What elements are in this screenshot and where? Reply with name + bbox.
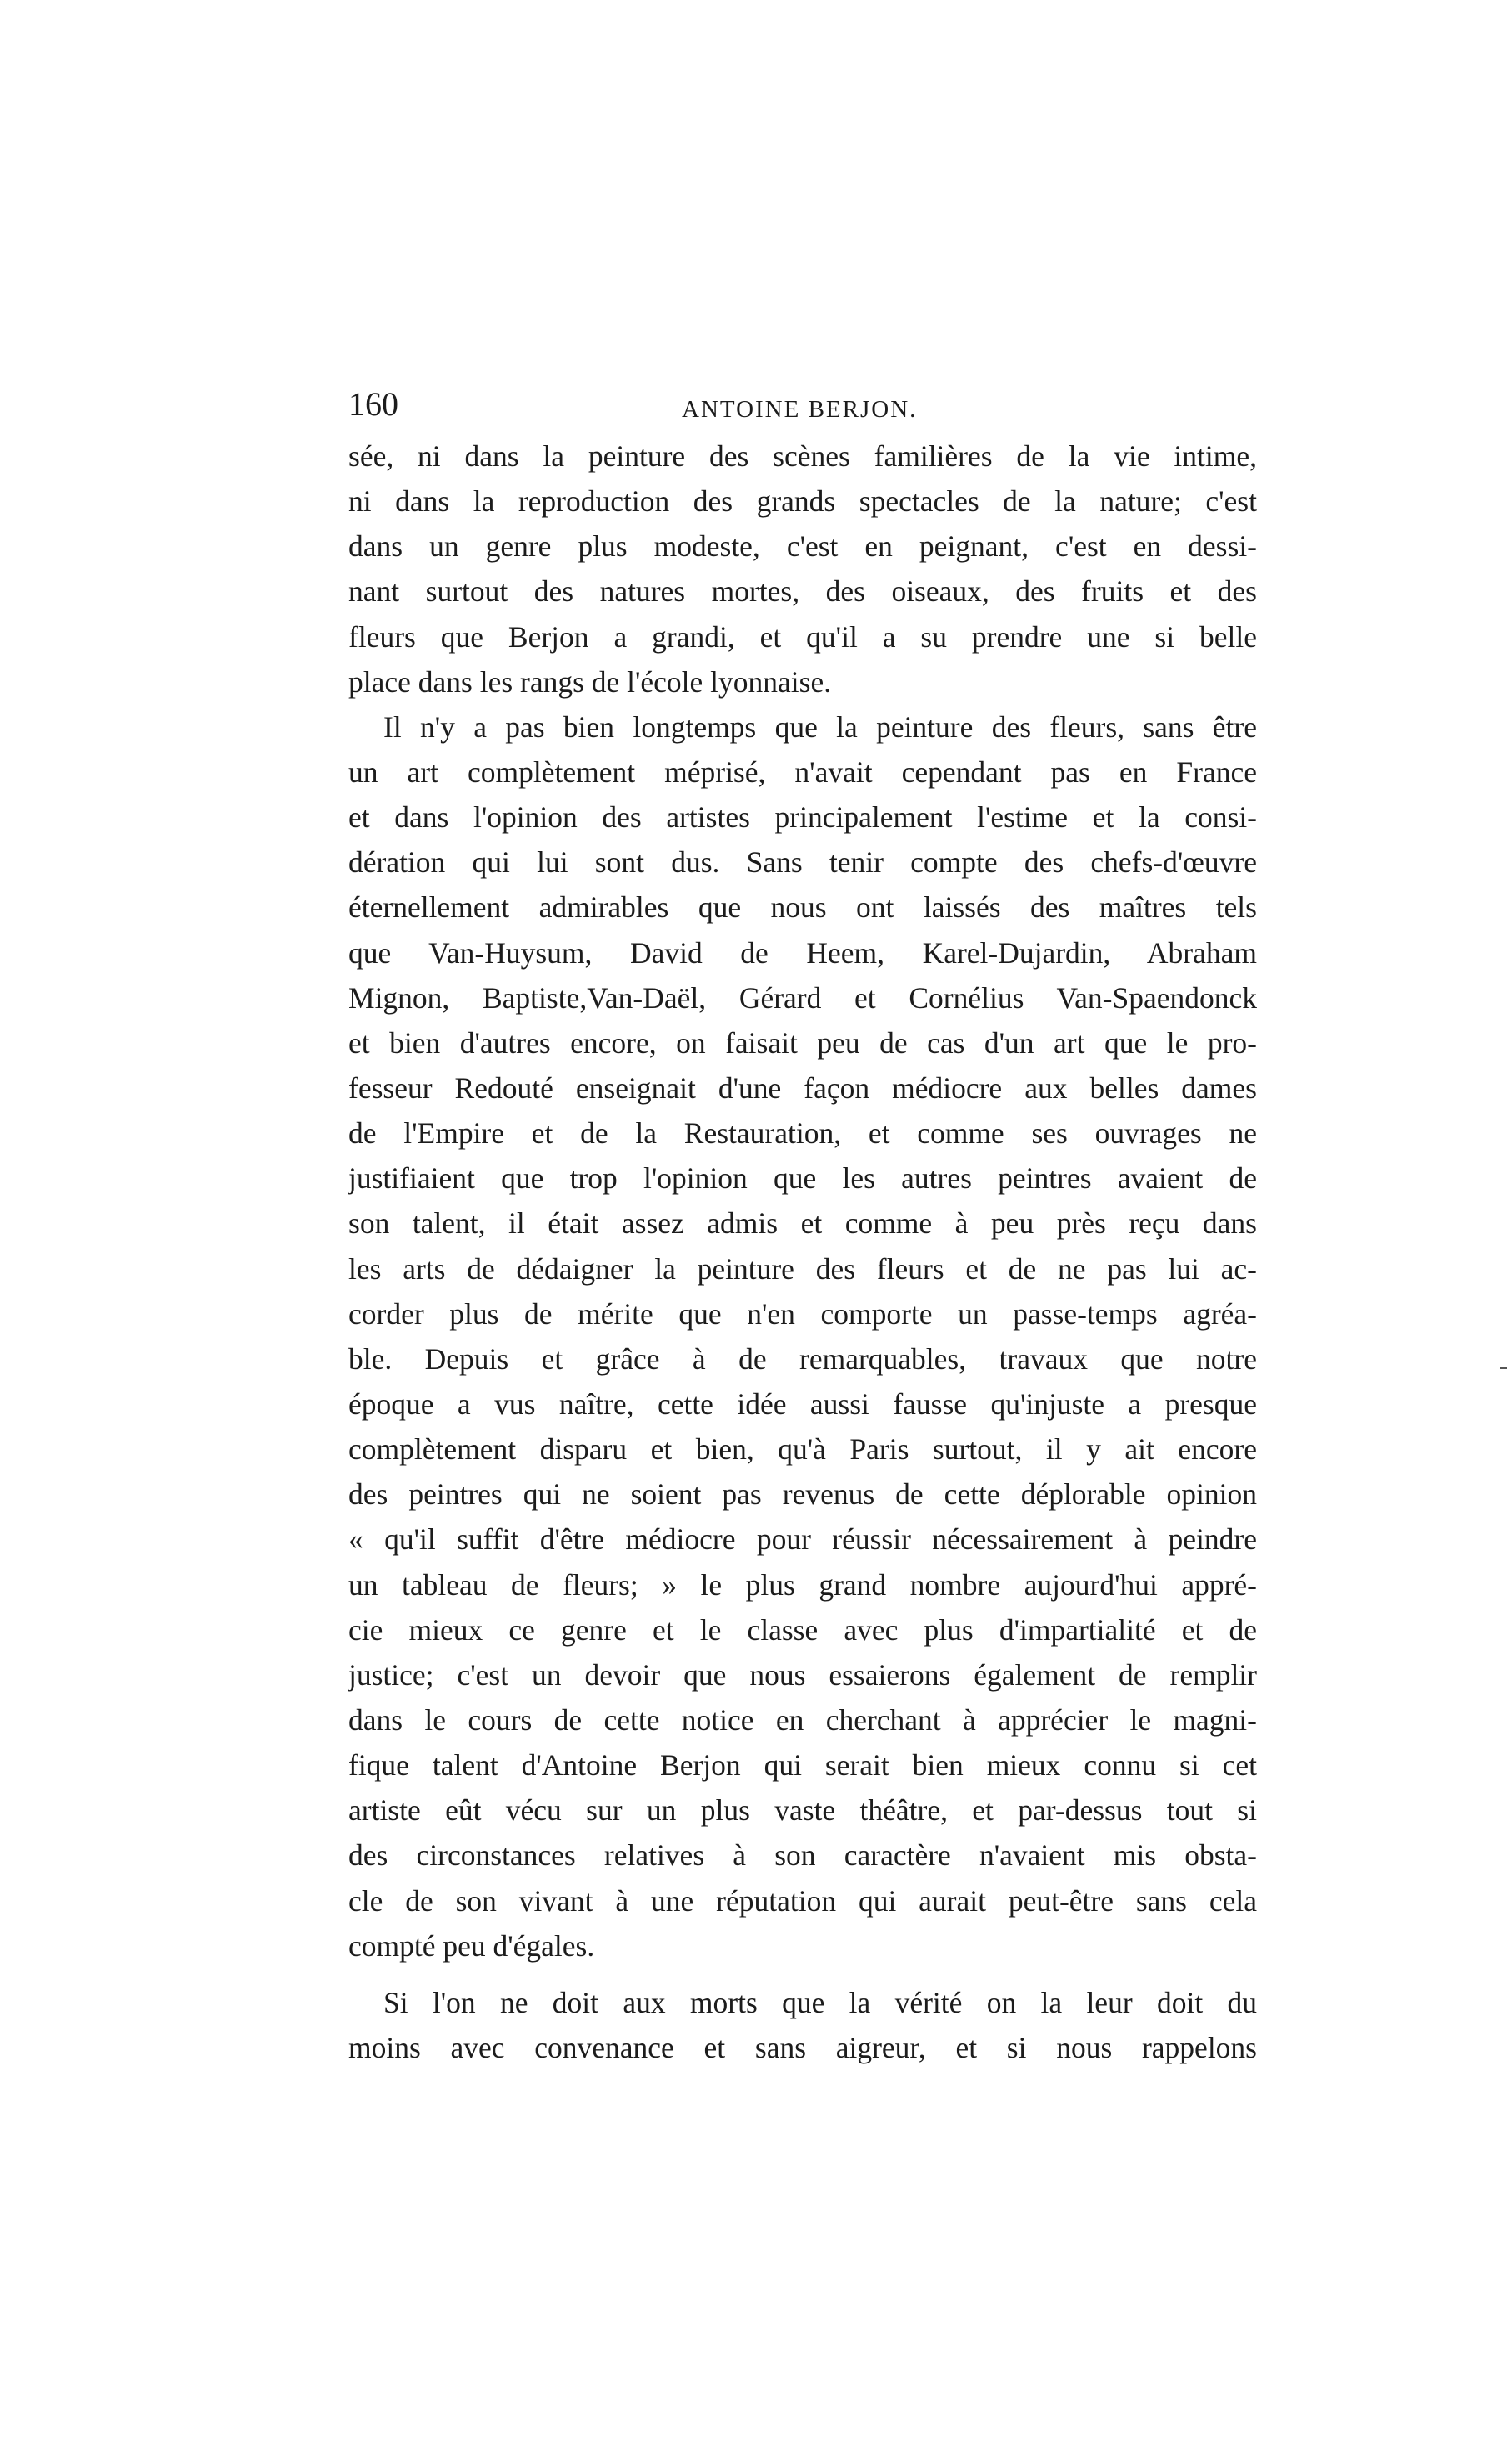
text-line: cle de son vivant à une réputation qui aurait peut-être sans cela — [348, 1883, 1257, 1918]
text-line: fleurs que Berjon a grandi, et qu'il a su prendre une si belle — [348, 619, 1257, 654]
text-line: fique talent d'Antoine Berjon qui serait bien mieux connu si cet — [348, 1748, 1257, 1783]
text-line: justifiaient que trop l'opinion que les autres peintres avaient de — [348, 1161, 1257, 1196]
text-line: complètement disparu et bien, qu'à Paris surtout, il y ait encore — [348, 1432, 1257, 1467]
text-line: époque a vus naître, cette idée aussi fausse qu'injuste a presque — [348, 1386, 1257, 1421]
text-line: de l'Empire et de la Restauration, et comme ses ouvrages ne — [348, 1116, 1257, 1151]
paragraph-1 — [348, 434, 1257, 705]
text-line: Il n'y a pas bien longtemps que la peinture des fleurs, sans être — [383, 710, 1257, 744]
text-line: que Van-Huysum, David de Heem, Karel-Dujardin, Abraham — [348, 935, 1257, 970]
text-line: artiste eût vécu sur un plus vaste théâtre, et par-dessus tout si — [348, 1793, 1257, 1828]
text-line: dans un genre plus modeste, c'est en peignant, c'est en dessi- — [348, 529, 1257, 564]
text-line: un tableau de fleurs; » le plus grand nombre aujourd'hui appré- — [348, 1567, 1257, 1602]
text-line: et bien d'autres encore, on faisait peu de cas d'un art que le pro- — [348, 1025, 1257, 1060]
text-line: fesseur Redouté enseignait d'une façon médiocre aux belles dames — [348, 1071, 1257, 1105]
margin-mark — [1500, 1367, 1507, 1369]
text-line: éternellement admirables que nous ont laissés des maîtres tels — [348, 890, 1257, 925]
text-line: son talent, il était assez admis et comme à peu près reçu dans — [348, 1206, 1257, 1241]
text-line: ni dans la reproduction des grands spectacles de la nature; c'est — [348, 484, 1257, 519]
text-line: moins avec convenance et sans aigreur, et si nous rappelons — [348, 2030, 1257, 2064]
text-line: compté peu d'égales. — [348, 1928, 595, 1963]
paragraph-3 — [348, 1980, 1257, 2070]
text-line: corder plus de mérite que n'en comporte un passe-temps agréa- — [348, 1296, 1257, 1331]
text-line: ble. Depuis et grâce à de remarquables, travaux que notre — [348, 1341, 1257, 1376]
text-line: des peintres qui ne soient pas revenus de cette déplorable opinion — [348, 1477, 1257, 1512]
text-line: sée, ni dans la peinture des scènes familières de la vie intime, — [348, 439, 1257, 473]
text-line: place dans les rangs de l'école lyonnaise. — [348, 664, 832, 699]
text-line: justice; c'est un devoir que nous essaierons également de remplir — [348, 1657, 1257, 1692]
text-line: Mignon, Baptiste,Van-Daël, Gérard et Cornélius Van-Spaendonck — [348, 980, 1257, 1015]
text-line: cie mieux ce genre et le classe avec plus d'impartialité et de — [348, 1612, 1257, 1647]
text-line: et dans l'opinion des artistes principalement l'estime et la consi- — [348, 800, 1257, 835]
page-body — [348, 434, 1257, 2070]
paragraph-2 — [348, 705, 1257, 1968]
text-line: des circonstances relatives à son caractère n'avaient mis obsta- — [348, 1838, 1257, 1873]
text-line: nant surtout des natures mortes, des oiseaux, des fruits et des — [348, 574, 1257, 609]
text-line: les arts de dédaigner la peinture des fleurs et de ne pas lui ac- — [348, 1251, 1257, 1286]
paragraph-gap — [348, 1968, 1257, 1980]
running-head: ANTOINE BERJON. — [682, 396, 918, 423]
text-line: Si l'on ne doit aux morts que la vérité on la leur doit du — [383, 1985, 1257, 2019]
page-header — [348, 379, 1265, 429]
text-line: dans le cours de cette notice en cherchant à apprécier le magni- — [348, 1702, 1257, 1737]
page-number: 160 — [348, 385, 398, 423]
text-line: dération qui lui sont dus. Sans tenir compte des chefs-d'œuvre — [348, 845, 1257, 880]
text-line: « qu'il suffit d'être médiocre pour réussir nécessairement à peindre — [348, 1522, 1257, 1557]
text-line: un art complètement méprisé, n'avait cependant pas en France — [348, 755, 1257, 789]
